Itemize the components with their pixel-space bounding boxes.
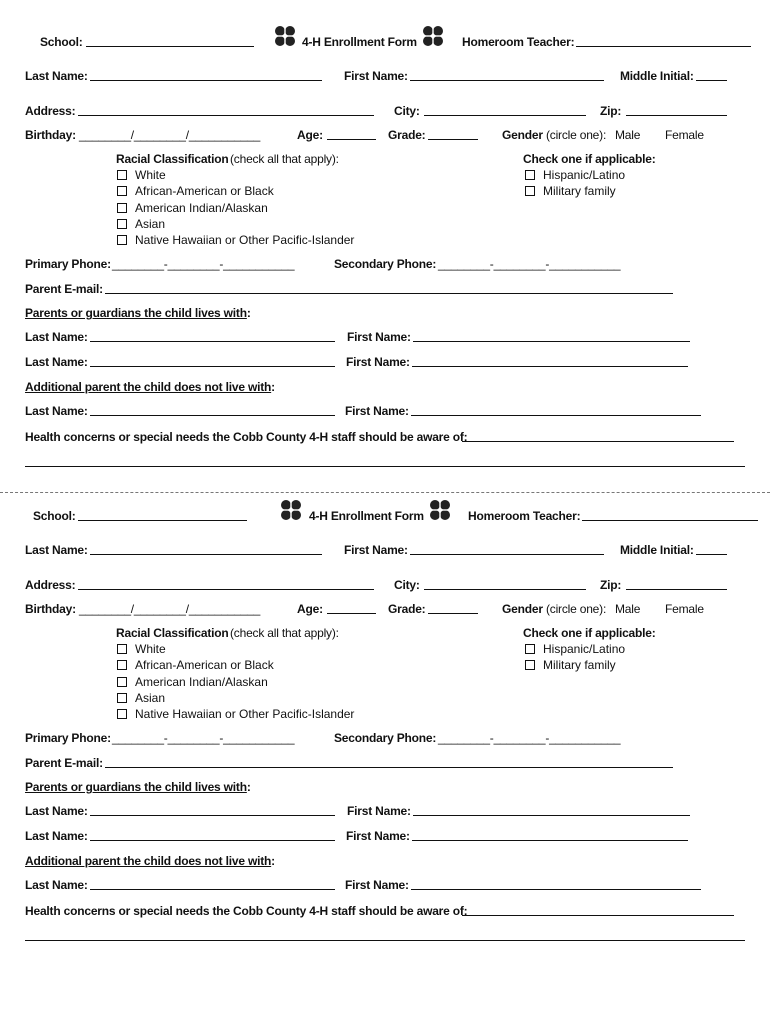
- racial-option[interactable]: White: [117, 642, 166, 656]
- parent-email-field[interactable]: [105, 756, 673, 768]
- parent-email-label: Parent E-mail:: [25, 756, 103, 770]
- homeroom-teacher-label: Homeroom Teacher:: [462, 35, 575, 49]
- checkbox[interactable]: [117, 219, 127, 229]
- age-label: Age:: [297, 128, 323, 142]
- email-row: [0, 756, 770, 772]
- parent-first-name-label: First Name:: [346, 829, 410, 843]
- racial-option[interactable]: Native Hawaiian or Other Pacific-Islander: [117, 707, 354, 721]
- school-field[interactable]: [78, 509, 247, 521]
- health-row: [0, 430, 770, 446]
- checkbox[interactable]: [117, 186, 127, 196]
- zip-label: Zip:: [600, 104, 622, 118]
- parent-last-name-field[interactable]: [90, 355, 335, 367]
- age-label: Age:: [297, 602, 323, 616]
- last-name-field[interactable]: [90, 543, 322, 555]
- secondary-phone-label: Secondary Phone:: [334, 257, 437, 271]
- four-leaf-clover-icon: [273, 24, 297, 48]
- additional-parent-name-row: [0, 878, 770, 894]
- parents-heading-row: [0, 306, 770, 322]
- applicable-option[interactable]: Military family: [525, 184, 616, 198]
- checkbox[interactable]: [525, 170, 535, 180]
- racial-classification-label: Racial Classification: [116, 152, 229, 166]
- last-name-label: Last Name:: [25, 543, 88, 557]
- address-row: [0, 578, 770, 594]
- gender-option-female[interactable]: Female: [665, 128, 704, 142]
- additional-parent-heading: Additional parent the child does not live with:: [25, 380, 275, 394]
- zip-field[interactable]: [626, 578, 727, 590]
- health-concerns-extra-line[interactable]: [25, 455, 745, 467]
- health-concerns-label: Health concerns or special needs the Cobb County 4-H staff should be aware of:: [25, 904, 468, 918]
- parent-first-name-label: First Name:: [347, 804, 411, 818]
- additional-heading-row: [0, 380, 770, 396]
- age-field[interactable]: [327, 128, 376, 140]
- additional-last-name-field[interactable]: [90, 878, 335, 890]
- additional-heading-row: [0, 854, 770, 870]
- health-row: [0, 904, 770, 920]
- checkbox[interactable]: [117, 693, 127, 703]
- city-label: City:: [394, 104, 420, 118]
- additional-first-name-label: First Name:: [345, 404, 409, 418]
- form-title: 4-H Enrollment Form: [309, 509, 424, 523]
- primary-phone-label: Primary Phone:: [25, 731, 111, 745]
- parent-last-name-field[interactable]: [90, 330, 335, 342]
- parent-name-row: [0, 829, 770, 845]
- health-concerns-extra-line[interactable]: [25, 929, 745, 941]
- form-title: 4-H Enrollment Form: [302, 35, 417, 49]
- parent-first-name-field[interactable]: [412, 355, 688, 367]
- four-leaf-clover-icon: [279, 498, 303, 522]
- secondary-phone-label: Secondary Phone:: [334, 731, 437, 745]
- parent-last-name-field[interactable]: [90, 804, 335, 816]
- zip-field[interactable]: [626, 104, 727, 116]
- four-leaf-clover-icon: [421, 24, 445, 48]
- health-concerns-label: Health concerns or special needs the Cobb County 4-H staff should be aware of:: [25, 430, 468, 444]
- phone-row: [0, 257, 770, 273]
- checkbox[interactable]: [525, 186, 535, 196]
- racial-heading-row: [0, 626, 770, 642]
- name-row: [0, 543, 770, 559]
- city-label: City:: [394, 578, 420, 592]
- parents-heading: Parents or guardians the child lives with:: [25, 306, 251, 320]
- racial-option[interactable]: Native Hawaiian or Other Pacific-Islander: [117, 233, 354, 247]
- parents-heading: Parents or guardians the child lives with:: [25, 780, 251, 794]
- additional-parent-name-row: [0, 404, 770, 420]
- additional-first-name-field[interactable]: [411, 404, 701, 416]
- checkbox[interactable]: [117, 660, 127, 670]
- gender-option-female[interactable]: Female: [665, 602, 704, 616]
- applicable-label: Check one if applicable:: [523, 626, 656, 640]
- racial-option[interactable]: American Indian/Alaskan: [117, 675, 268, 689]
- gender-label: Gender: [502, 128, 543, 142]
- racial-option[interactable]: African-American or Black: [117, 184, 274, 198]
- header-row: [0, 509, 770, 525]
- parent-last-name-label: Last Name:: [25, 829, 88, 843]
- grade-field[interactable]: [428, 128, 478, 140]
- phone-row: [0, 731, 770, 747]
- primary-phone-field[interactable]: ________-________-___________: [112, 257, 295, 271]
- zip-label: Zip:: [600, 578, 622, 592]
- birthday-field[interactable]: ________/________/___________: [79, 602, 261, 616]
- city-field[interactable]: [424, 104, 586, 116]
- enrollment-form-1: [0, 0, 770, 470]
- parent-email-label: Parent E-mail:: [25, 282, 103, 296]
- first-name-label: First Name:: [344, 543, 408, 557]
- address-label: Address:: [25, 578, 76, 592]
- birthday-row: [0, 602, 770, 618]
- parent-name-row: [0, 355, 770, 371]
- additional-parent-heading: Additional parent the child does not live with:: [25, 854, 275, 868]
- first-name-field[interactable]: [410, 69, 604, 81]
- school-label: School:: [40, 35, 83, 49]
- age-field[interactable]: [327, 602, 376, 614]
- additional-last-name-label: Last Name:: [25, 878, 88, 892]
- primary-phone-field[interactable]: ________-________-___________: [112, 731, 295, 745]
- checkbox[interactable]: [117, 709, 127, 719]
- parent-email-field[interactable]: [105, 282, 673, 294]
- applicable-label: Check one if applicable:: [523, 152, 656, 166]
- parent-name-row: [0, 804, 770, 820]
- additional-first-name-field[interactable]: [411, 878, 701, 890]
- checkbox[interactable]: [117, 235, 127, 245]
- enrollment-form-2: [0, 474, 770, 944]
- homeroom-teacher-field[interactable]: [582, 509, 758, 521]
- address-field[interactable]: [78, 578, 374, 590]
- name-row: [0, 69, 770, 85]
- header-row: [0, 35, 770, 51]
- parent-first-name-label: First Name:: [346, 355, 410, 369]
- racial-option[interactable]: American Indian/Alaskan: [117, 201, 268, 215]
- grade-label: Grade:: [388, 602, 426, 616]
- applicable-option[interactable]: Hispanic/Latino: [525, 642, 625, 656]
- checkbox[interactable]: [117, 203, 127, 213]
- address-row: [0, 104, 770, 120]
- parent-first-name-field[interactable]: [413, 330, 690, 342]
- racial-option[interactable]: Asian: [117, 217, 165, 231]
- address-field[interactable]: [78, 104, 374, 116]
- gender-label: Gender: [502, 602, 543, 616]
- primary-phone-label: Primary Phone:: [25, 257, 111, 271]
- racial-option[interactable]: African-American or Black: [117, 658, 274, 672]
- gender-option-male[interactable]: Male: [615, 602, 641, 616]
- checkbox[interactable]: [117, 677, 127, 687]
- gender-hint: (circle one):: [546, 128, 607, 142]
- racial-classification-hint: (check all that apply):: [230, 152, 339, 166]
- city-field[interactable]: [424, 578, 586, 590]
- parent-first-name-field[interactable]: [413, 804, 690, 816]
- homeroom-teacher-field[interactable]: [576, 35, 751, 47]
- racial-classification-label: Racial Classification: [116, 626, 229, 640]
- grade-label: Grade:: [388, 128, 426, 142]
- racial-option[interactable]: Asian: [117, 691, 165, 705]
- applicable-option[interactable]: Military family: [525, 658, 616, 672]
- gender-hint: (circle one):: [546, 602, 607, 616]
- middle-initial-field[interactable]: [696, 69, 727, 81]
- email-row: [0, 282, 770, 298]
- additional-first-name-label: First Name:: [345, 878, 409, 892]
- middle-initial-label: Middle Initial:: [620, 543, 694, 557]
- address-label: Address:: [25, 104, 76, 118]
- checkbox[interactable]: [525, 644, 535, 654]
- first-name-field[interactable]: [410, 543, 604, 555]
- checkbox[interactable]: [117, 644, 127, 654]
- middle-initial-field[interactable]: [696, 543, 727, 555]
- school-field[interactable]: [86, 35, 254, 47]
- last-name-field[interactable]: [90, 69, 322, 81]
- first-name-label: First Name:: [344, 69, 408, 83]
- four-leaf-clover-icon: [428, 498, 452, 522]
- racial-classification-hint: (check all that apply):: [230, 626, 339, 640]
- birthday-row: [0, 128, 770, 144]
- birthday-label: Birthday:: [25, 128, 76, 142]
- parent-last-name-label: Last Name:: [25, 330, 88, 344]
- checkbox[interactable]: [525, 660, 535, 670]
- racial-option[interactable]: White: [117, 168, 166, 182]
- homeroom-teacher-label: Homeroom Teacher:: [468, 509, 581, 523]
- grade-field[interactable]: [428, 602, 478, 614]
- parent-last-name-label: Last Name:: [25, 804, 88, 818]
- applicable-option[interactable]: Hispanic/Latino: [525, 168, 625, 182]
- birthday-field[interactable]: ________/________/___________: [79, 128, 261, 142]
- secondary-phone-field[interactable]: ________-________-___________: [438, 731, 621, 745]
- gender-option-male[interactable]: Male: [615, 128, 641, 142]
- health-concerns-field[interactable]: [462, 904, 734, 916]
- middle-initial-label: Middle Initial:: [620, 69, 694, 83]
- parent-name-row: [0, 330, 770, 346]
- parent-last-name-field[interactable]: [90, 829, 335, 841]
- school-label: School:: [33, 509, 76, 523]
- secondary-phone-field[interactable]: ________-________-___________: [438, 257, 621, 271]
- parent-first-name-field[interactable]: [412, 829, 688, 841]
- parents-heading-row: [0, 780, 770, 796]
- parent-first-name-label: First Name:: [347, 330, 411, 344]
- checkbox[interactable]: [117, 170, 127, 180]
- birthday-label: Birthday:: [25, 602, 76, 616]
- health-concerns-field[interactable]: [462, 430, 734, 442]
- parent-last-name-label: Last Name:: [25, 355, 88, 369]
- last-name-label: Last Name:: [25, 69, 88, 83]
- additional-last-name-label: Last Name:: [25, 404, 88, 418]
- racial-heading-row: [0, 152, 770, 168]
- additional-last-name-field[interactable]: [90, 404, 335, 416]
